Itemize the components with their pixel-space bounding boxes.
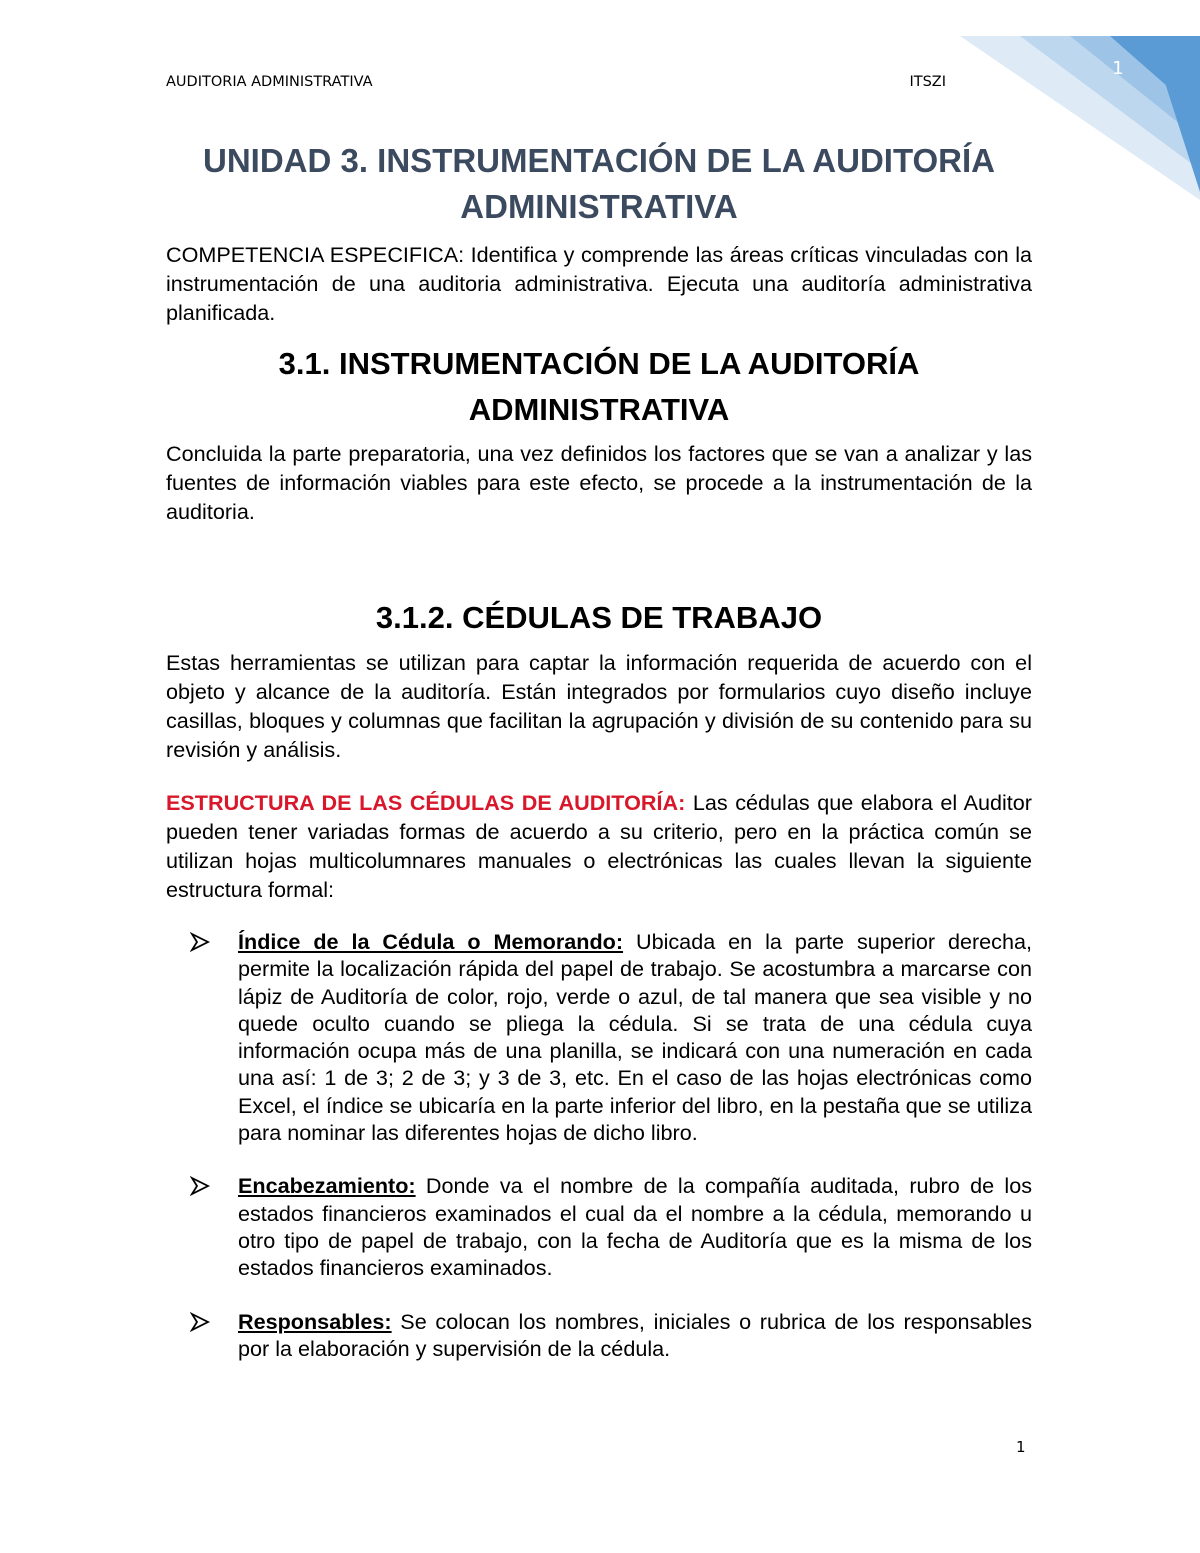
bullet-text: Donde va el nombre de la compañía auditada, rubro de los estados financieros examinados el cual da el nombre a la cédula, memorando u otro tipo de papel de trabajo, con la fecha de Auditoría que es la misma de los estados financieros examinados. bbox=[238, 1173, 1032, 1281]
estructura-text: Las cédulas que elabora el Auditor pueden tener variadas formas de acuerdo a su criterio, pero en la práctica común se utilizan hojas multicolumnares manuales o electrónicas las cuales llevan la siguiente estructura formal: bbox=[166, 790, 1032, 902]
section-3-1-title: 3.1. INSTRUMENTACIÓN DE LA AUDITORÍA ADMINISTRATIVA bbox=[278, 346, 920, 427]
header-course-title: AUDITORIA ADMINISTRATIVA bbox=[166, 74, 373, 90]
running-header bbox=[166, 74, 946, 90]
section-3-1-2-title: 3.1.2. CÉDULAS DE TRABAJO bbox=[375, 600, 823, 635]
arrow-bullet-icon bbox=[190, 932, 210, 952]
bullet-text: Ubicada en la parte superior derecha, permite la localización rápida del papel de trabajo. Se acostumbra a marcarse con lápiz de Auditoría de color, rojo, verde o azul, de tal manera que sea visible y no quede oculto cuando se pliega la cédula. Si se trata de una cédula cuya información ocupa más de una planilla, se indicará con una numeración en cada una así: 1 de 3; 2 de 3; y 3 de 3, etc. En el caso de las hojas electrónicas como Excel, el índice se ubicaría en la parte inferior del libro, en la pestaña que se utiliza para nominar las diferentes hojas de dicho libro. bbox=[238, 929, 1032, 1146]
corner-page-number: 1 bbox=[1112, 58, 1124, 79]
section-3-1-2-text: Estas herramientas se utilizan para captar la información requerida de acuerdo con el objeto y alcance de la auditoría. Están integrados por formularios cuyo diseño incluye casillas, bloques y columnas que facilitan la agrupación y división de su contenido para su revisión y análisis. bbox=[166, 650, 1032, 762]
arrow-bullet-icon bbox=[190, 1312, 210, 1332]
competencia-paragraph: COMPETENCIA ESPECIFICA: Identifica y comprende las áreas críticas vinculadas con la instrumentación de una auditoria administrativa. Ejecuta una auditoría administrativa planificada. bbox=[166, 242, 1032, 325]
list-item bbox=[166, 928, 1032, 1146]
section-3-1-text: Concluida la parte preparatoria, una vez definidos los factores que se van a analizar y las fuentes de información viables para este efecto, se procede a la instrumentación de la auditoria. bbox=[166, 441, 1032, 524]
arrow-bullet-icon bbox=[190, 1176, 210, 1196]
bullet-term: Responsables: bbox=[238, 1308, 392, 1334]
document-body bbox=[166, 138, 1032, 1362]
list-item bbox=[166, 1308, 1032, 1363]
list-item bbox=[166, 1172, 1032, 1281]
structure-list bbox=[166, 928, 1032, 1362]
estructura-heading: ESTRUCTURA DE LAS CÉDULAS DE AUDITORÍA: bbox=[166, 790, 686, 815]
header-institution: ITSZI bbox=[909, 74, 946, 90]
bullet-text: Se colocan los nombres, iniciales o rubrica de los responsables por la elaboración y supervisión de la cédula. bbox=[238, 1308, 1032, 1361]
bullet-term: Encabezamiento: bbox=[238, 1173, 416, 1199]
estructura-paragraph bbox=[166, 788, 1032, 904]
unit-title: UNIDAD 3. INSTRUMENTACIÓN DE LA AUDITORÍA ADMINISTRATIVA bbox=[203, 142, 995, 225]
bullet-term: Índice de la Cédula o Memorando: bbox=[238, 929, 624, 954]
footer-page-number: 1 bbox=[1016, 1438, 1026, 1456]
